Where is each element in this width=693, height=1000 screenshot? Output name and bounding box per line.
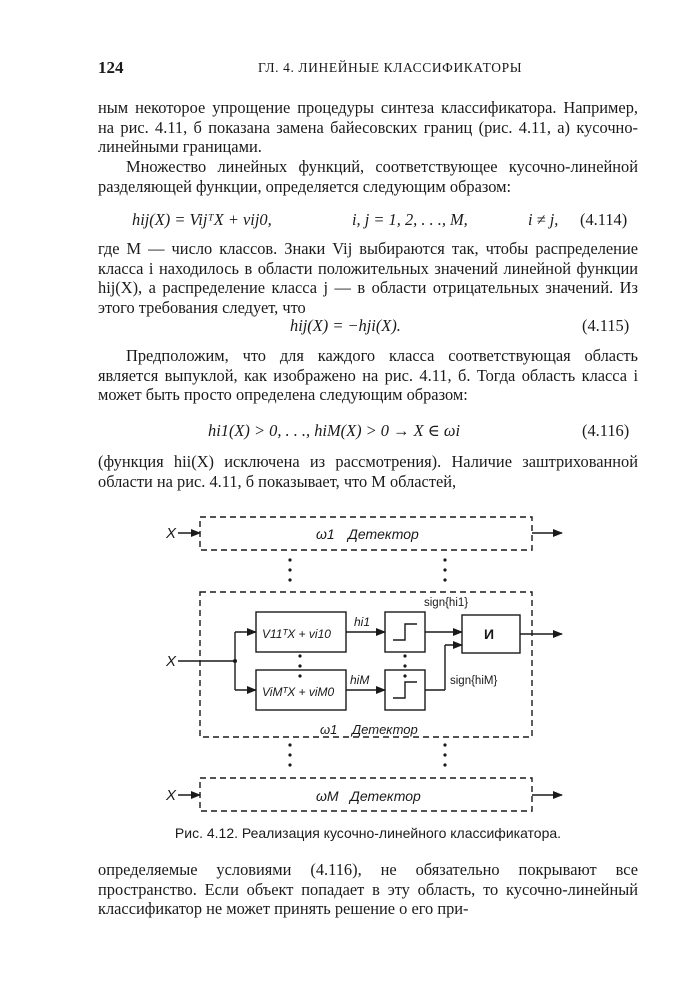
eq115-number: (4.115) <box>582 316 630 335</box>
paragraph-2: Множество линейных функций, соответствующее кусочно-линейной разделяющей функции, определяется следующим образом: <box>98 157 638 196</box>
and-gate-label: И <box>484 626 495 642</box>
eq114-cond2: i ≠ j, <box>528 210 559 229</box>
page-number: 124 <box>98 58 124 77</box>
omega1-label-top: ω1 <box>316 526 335 542</box>
linear-function-label-m: ViMᵀX + viM0 <box>262 685 335 699</box>
input-label-bottom: X <box>166 787 177 804</box>
figure-caption: Рис. 4.12. Реализация кусочно-линейного классификатора. <box>174 825 562 841</box>
paragraph-5: (функция hii(X) исключена из рассмотрения). Наличие заштрихованной области на рис. 4.11, б показывает, что M областей, <box>98 452 638 491</box>
linear-function-label-1: V11ᵀX + vi10 <box>262 627 331 641</box>
omegaM-label: ωM <box>316 788 339 804</box>
eq114-cond: i, j = 1, 2, . . ., M, <box>352 210 468 229</box>
detector-label-top: Детектор <box>348 526 419 542</box>
sign-h1-label: sign{hi1} <box>424 597 469 609</box>
running-head: ГЛ. 4. ЛИНЕЙНЫЕ КЛАССИФИКАТОРЫ <box>258 60 523 75</box>
eq114-number: (4.114) <box>580 210 628 229</box>
input-label-top: X <box>166 525 177 542</box>
eq116-expr: hi1(X) > 0, . . ., hiM(X) > 0 → X ∈ ωi <box>208 421 461 440</box>
omega1-label-expanded: ω1 <box>320 722 338 737</box>
paragraph-6: определяемые условиями (4.116), не обязательно покрывают все пространство. Если объект попадает в эту область, то кусочно-линейный классификатор не может принять решение о его при- <box>98 860 638 919</box>
h-i1-label: hi1 <box>354 615 371 629</box>
paragraph-1: ным некоторое упрощение процедуры синтеза классификатора. Например, на рис. 4.11, б показана замена байесовских границ (рис. 4.11, а) кусочно-линейными границами. <box>98 98 638 157</box>
eq114-lhs: hij(X) = VijᵀX + vij0, <box>132 210 272 229</box>
detector-label-expanded: Детектор <box>352 722 418 737</box>
input-label-middle: X <box>166 653 177 670</box>
eq116-number: (4.116) <box>582 421 630 440</box>
detector-omega1-expanded-box <box>200 592 532 737</box>
paragraph-3: где M — число классов. Знаки Vij выбираются так, чтобы распределение класса i находилось в области положительных значений линейной функции hij(X), а распределение класса j — в области отрицательных значений. Из этого требования следует, что <box>98 239 638 317</box>
paragraph-4: Предположим, что для каждого класса соответствующая область является выпуклой, как изображено на рис. 4.11, б. Тогда область класса i может быть просто определена следующим образом: <box>98 346 638 405</box>
eq115-expr: hij(X) = −hji(X). <box>290 316 401 335</box>
sign-hM-label: sign{hiM} <box>450 675 498 687</box>
h-iM-label: hiM <box>350 673 370 687</box>
detector-label-bottom: Детектор <box>350 788 421 804</box>
